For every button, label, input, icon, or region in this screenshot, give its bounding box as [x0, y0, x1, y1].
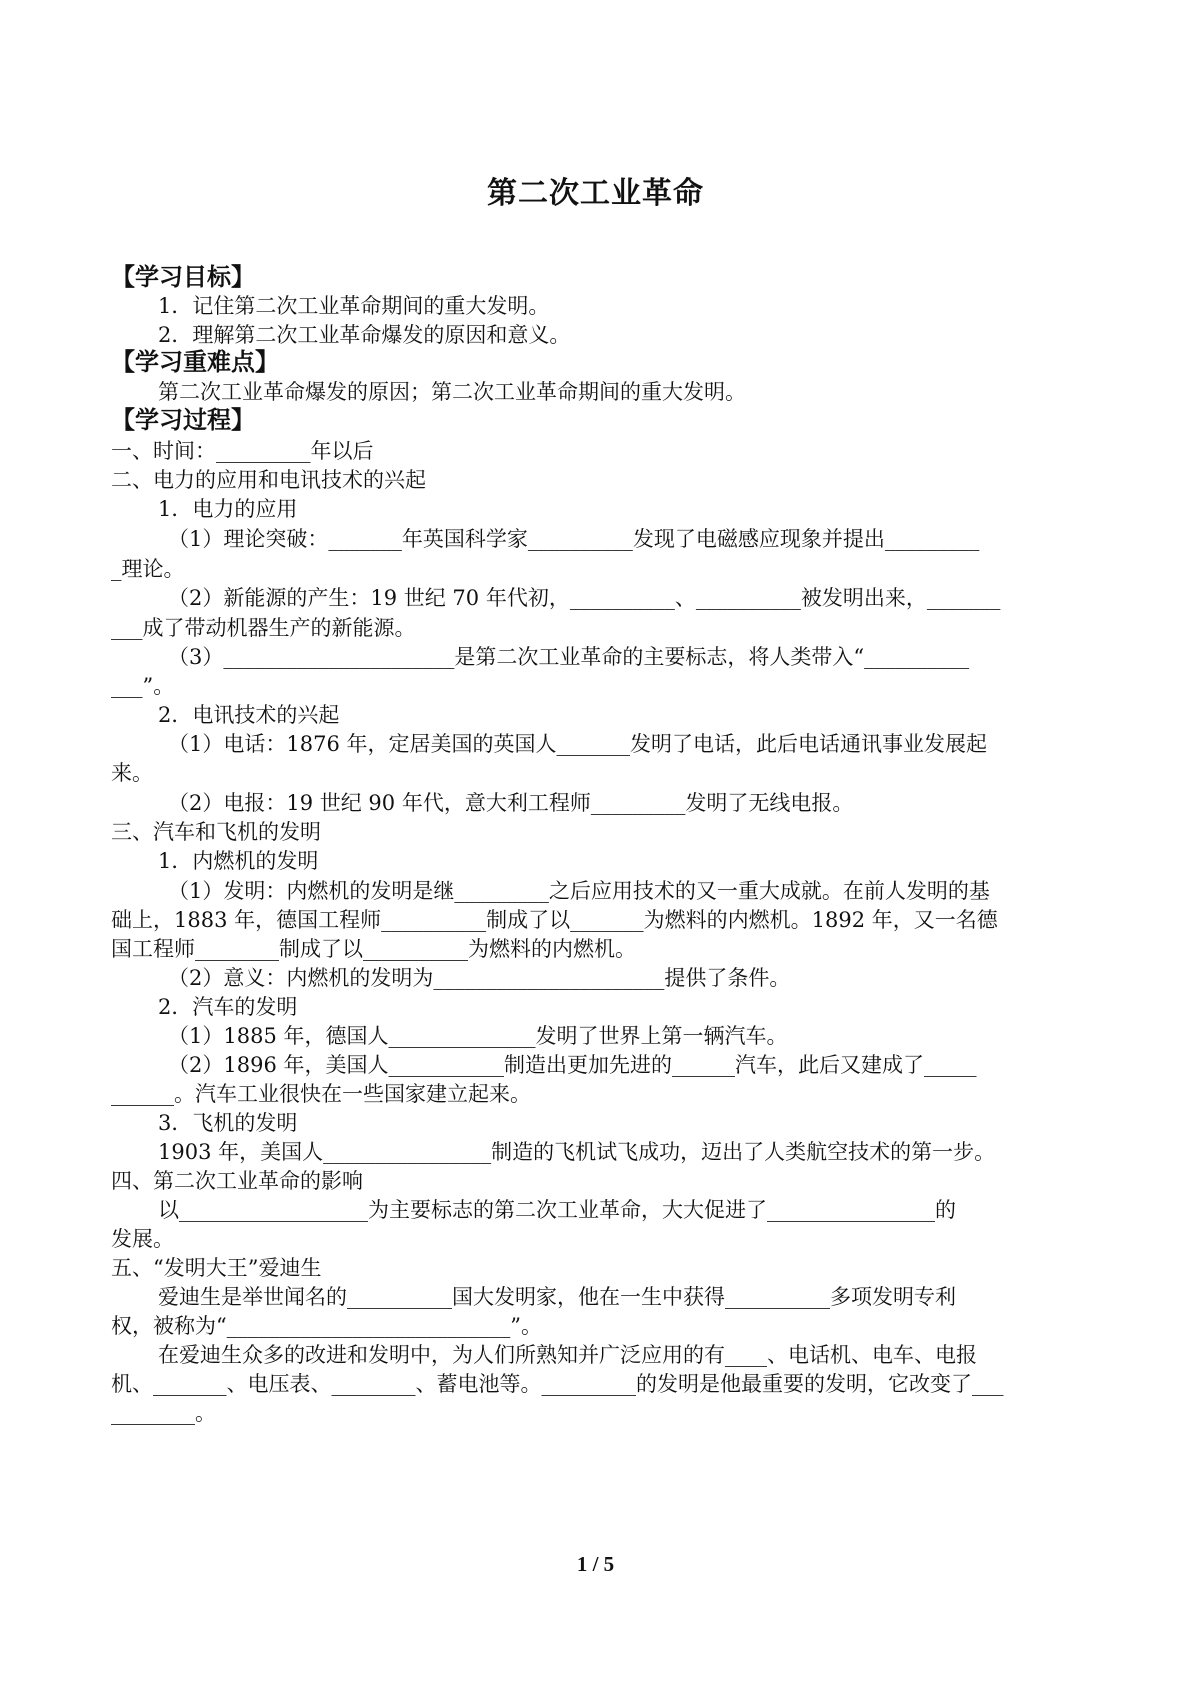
process-line-edison-1-cont: 权，被称为“___________________________”。 [111, 1314, 542, 1338]
process-line-time: 一、时间：_________年以后 [111, 439, 374, 463]
process-line-engine-invention-cont-1: 础上，1883 年，德国工程师__________制成了以_______为燃料的内燃机。1892 年，又一名德 [111, 908, 998, 932]
process-line-theory-cont: _理论。 [111, 557, 185, 581]
section-heading-key-points: 【学习重难点】 [111, 348, 279, 376]
process-line-telephone: （1）电话：1876 年，定居美国的英国人_______发明了电话，此后电话通讯事业发展起 [168, 732, 987, 756]
process-line-section-5: 五、“发明大王”爱迪生 [111, 1256, 322, 1280]
process-line-new-energy-cont: ___成了带动机器生产的新能源。 [111, 616, 416, 640]
process-line-electricity: 1．电力的应用 [158, 497, 298, 521]
process-line-engine: 1．内燃机的发明 [158, 849, 319, 873]
process-line-car-1896-cont: ______。汽车工业很快在一些国家建立起来。 [111, 1082, 531, 1106]
process-line-theory: （1）理论突破：_______年英国科学家__________发现了电磁感应现象并提出_________ [168, 527, 980, 551]
process-line-telecom: 2．电讯技术的兴起 [158, 703, 340, 727]
section-heading-process: 【学习过程】 [111, 406, 255, 434]
process-line-section-2: 二、电力的应用和电讯技术的兴起 [111, 468, 426, 492]
process-line-car: 2．汽车的发明 [158, 995, 298, 1019]
process-line-airplane: 3．飞机的发明 [158, 1111, 298, 1135]
goal-2: 2．理解第二次工业革命爆发的原因和意义。 [158, 323, 571, 347]
page-number: 1 / 5 [576, 1552, 615, 1576]
key-points-text: 第二次工业革命爆发的原因；第二次工业革命期间的重大发明。 [158, 380, 746, 404]
process-line-main-sign-cont: ___”。 [111, 674, 175, 698]
process-line-edison-2-cont-2: ________。 [111, 1401, 216, 1425]
page-title: 第二次工业革命 [487, 176, 704, 211]
process-line-car-1896: （2）1896 年，美国人___________制造出更加先进的______汽车，此后又建成了_____ [168, 1053, 977, 1077]
process-line-engine-invention-cont-2: 国工程师________制成了以__________为燃料的内燃机。 [111, 937, 636, 961]
process-line-new-energy: （2）新能源的产生：19 世纪 70 年代初，__________、__________被发明出来，_______ [168, 586, 1001, 610]
process-line-main-sign: （3）______________________是第二次工业革命的主要标志，将人类带入“__________ [168, 645, 970, 669]
section-heading-goals: 【学习目标】 [111, 263, 255, 291]
process-line-impact: 以__________________为主要标志的第二次工业革命，大大促进了________________的 [158, 1198, 956, 1222]
process-line-engine-meaning: （2）意义：内燃机的发明为______________________提供了条件。 [168, 966, 791, 990]
process-line-telephone-cont: 来。 [111, 761, 153, 785]
goal-1: 1．记住第二次工业革命期间的重大发明。 [158, 294, 550, 318]
process-line-section-3: 三、汽车和飞机的发明 [111, 820, 321, 844]
process-line-edison-2-cont-1: 机、_______、电压表、________、蓄电池等。_________的发明是他最重要的发明，它改变了___ [111, 1372, 1004, 1396]
process-line-engine-invention: （1）发明：内燃机的发明是继_________之后应用技术的又一重大成就。在前人发明的基 [168, 879, 990, 903]
process-line-impact-cont: 发展。 [111, 1227, 174, 1251]
process-line-edison-1: 爱迪生是举世闻名的__________国大发明家，他在一生中获得__________多项发明专利 [158, 1285, 956, 1309]
process-line-section-4: 四、第二次工业革命的影响 [111, 1169, 363, 1193]
process-line-airplane-1903: 1903 年，美国人________________制造的飞机试飞成功，迈出了人类航空技术的第一步。 [158, 1140, 996, 1164]
process-line-edison-2: 在爱迪生众多的改进和发明中，为人们所熟知并广泛应用的有____、电话机、电车、电报 [158, 1343, 977, 1367]
process-line-car-1885: （1）1885 年，德国人______________发明了世界上第一辆汽车。 [168, 1024, 788, 1048]
process-line-telegraph: （2）电报：19 世纪 90 年代，意大利工程师_________发明了无线电报。 [168, 791, 854, 815]
